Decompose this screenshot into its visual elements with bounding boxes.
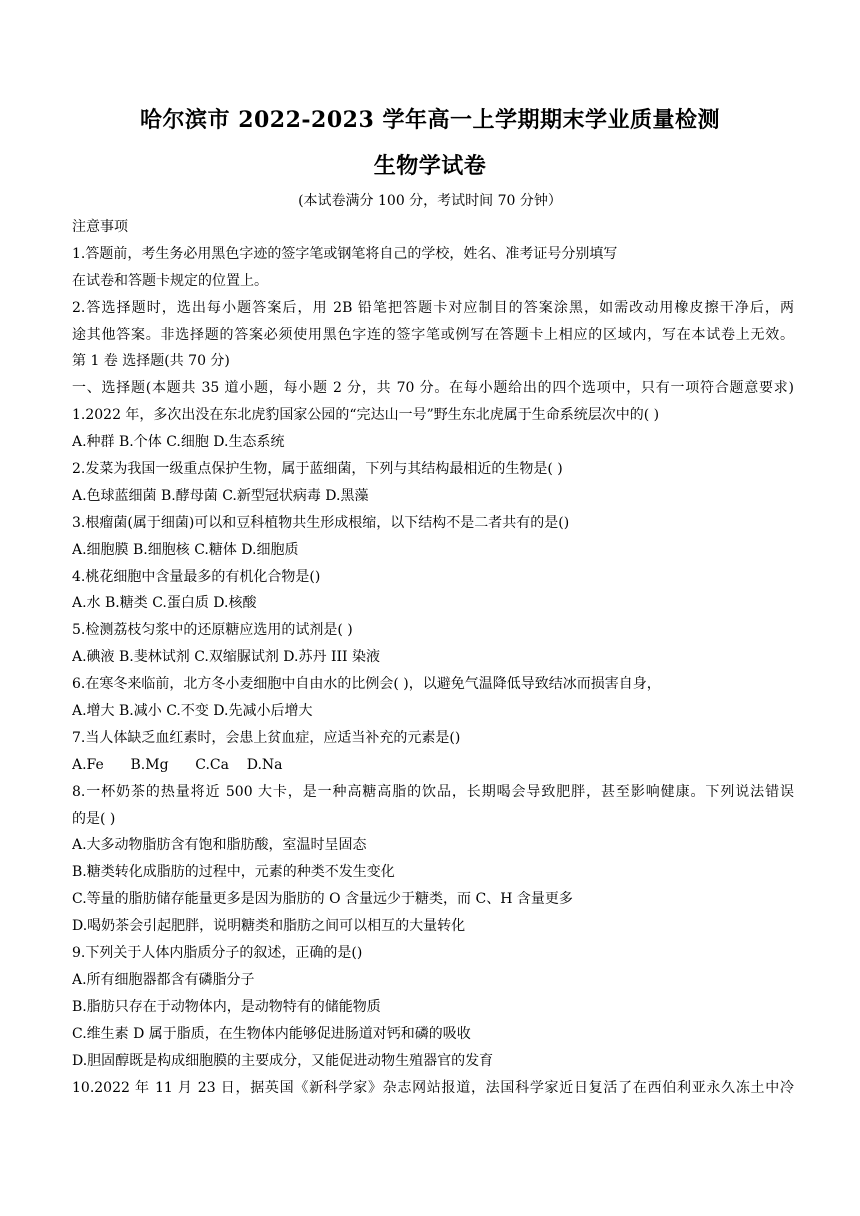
question-8-option-c: C.等量的脂肪储存能量更多是因为脂肪的 O 含量远少于糖类，而 C、H 含量更多: [72, 891, 573, 908]
instruction-1-line-1: 1.答题前，考生务必用黑色字迹的签字笔或钢笔将自己的学校，姓名、准考证号分别填写: [72, 245, 618, 262]
question-8-option-d: D.喝奶茶会引起肥胖，说明糖类和脂肪之间可以相互的大量转化: [72, 918, 466, 935]
instruction-1-line-2: 在试卷和答题卡规定的位置上。: [72, 272, 268, 289]
question-7-stem: 7.当人体缺乏血红素时，会患上贫血症，应适当补充的元素是(): [72, 729, 461, 746]
question-4-options: A.水 B.糖类 C.蛋白质 D.核酸: [72, 595, 257, 612]
question-7-options: A.Fe B.Mg C.Ca D.Na: [72, 756, 283, 773]
question-8-option-a: A.大多动物脂肪含有饱和脂肪酸，室温时呈固态: [72, 837, 367, 854]
question-8-option-b: B.糖类转化成脂肪的过程中，元素的种类不发生变化: [72, 864, 395, 881]
section-part1-desc: 一、选择题(本题共 35 道小题，每小题 2 分，共 70 分。在每小题给出的四个选项中，只有一项符合题意要求): [72, 380, 794, 397]
question-9-option-a: A.所有细胞器都含有磷脂分子: [72, 971, 255, 988]
question-3-stem: 3.根瘤菌(属于细菌)可以和豆科植物共生形成根缩，以下结构不是二者共有的是(): [72, 514, 570, 531]
question-1-options: A.种群 B.个体 C.细胞 D.生态系统: [72, 434, 285, 451]
exam-body: [72, 214, 794, 1101]
question-8-stem-line-2: 的是( ): [72, 810, 116, 827]
question-4-stem: 4.桃花细胞中含量最多的有机化合物是(): [72, 568, 321, 585]
question-2-options: A.色球蓝细菌 B.酵母菌 C.新型冠状病毒 D.黑藻: [72, 487, 369, 504]
instruction-2-line-1: 2.答选择题时，选出每小题答案后，用 2B 铅笔把答题卡对应制目的答案涂黑，如需改动用橡皮擦干净后，两: [72, 299, 794, 316]
instructions-heading: 注意事项: [72, 219, 128, 235]
question-5-options: A.碘液 B.斐林试剂 C.双缩脲试剂 D.苏丹 III 染液: [72, 649, 380, 666]
question-5-stem: 5.检测荔枝匀浆中的还原糖应选用的试剂是( ): [72, 622, 353, 639]
question-8-stem-line-1: 8.一杯奶茶的热量将近 500 大卡，是一种高糖高脂的饮品，长期喝会导致肥胖，甚至影响健康。下列说法错误: [72, 783, 794, 800]
exam-subject: 生物学试卷: [373, 153, 487, 179]
question-3-options: A.细胞膜 B.细胞核 C.糖体 D.细胞质: [72, 541, 299, 558]
question-9-option-d: D.胆固醇既是构成细胞膜的主要成分，又能促进动物生殖器官的发育: [72, 1052, 494, 1069]
section-part1: 第 1 卷 选择题(共 70 分): [72, 353, 230, 370]
question-2-stem: 2.发菜为我国一级重点保护生物，属于蓝细菌，下列与其结构最相近的生物是( ): [72, 461, 563, 478]
question-9-option-b: B.脂肪只存在于动物体内，是动物特有的储能物质: [72, 998, 381, 1015]
question-1-stem: 1.2022 年，多次出没在东北虎豹国家公园的“完达山一号”野生东北虎属于生命系统层次中的( ): [72, 407, 660, 424]
exam-title: 哈尔滨市 2022-2023 学年高一上学期期末学业质量检测: [140, 107, 720, 133]
question-10-stem-line-1: 10.2022 年 11 月 23 日，据英国《新科学家》杂志网站报道，法国科学家近日复活了在西伯利亚永久冻土中冷: [72, 1079, 794, 1096]
question-6-options: A.增大 B.减小 C.不变 D.先减小后增大: [72, 703, 313, 720]
exam-note: (本试卷满分 100 分，考试时间 70 分钟）: [298, 193, 562, 209]
question-9-stem: 9.下列关于人体内脂质分子的叙述，正确的是(): [72, 945, 363, 962]
instruction-2-line-2: 途其他答案。非选择题的答案必须使用黑色字连的签字笔或例写在答题卡上相应的区域内，写在本试卷上无效。: [72, 326, 794, 343]
question-9-option-c: C.维生素 D 属于脂质，在生物体内能够促进肠道对钙和磷的吸收: [72, 1025, 471, 1042]
question-6-stem: 6.在寒冬来临前，北方冬小麦细胞中自由水的比例会( )，以避免气温降低导致结冰而损害自身，: [72, 676, 661, 693]
